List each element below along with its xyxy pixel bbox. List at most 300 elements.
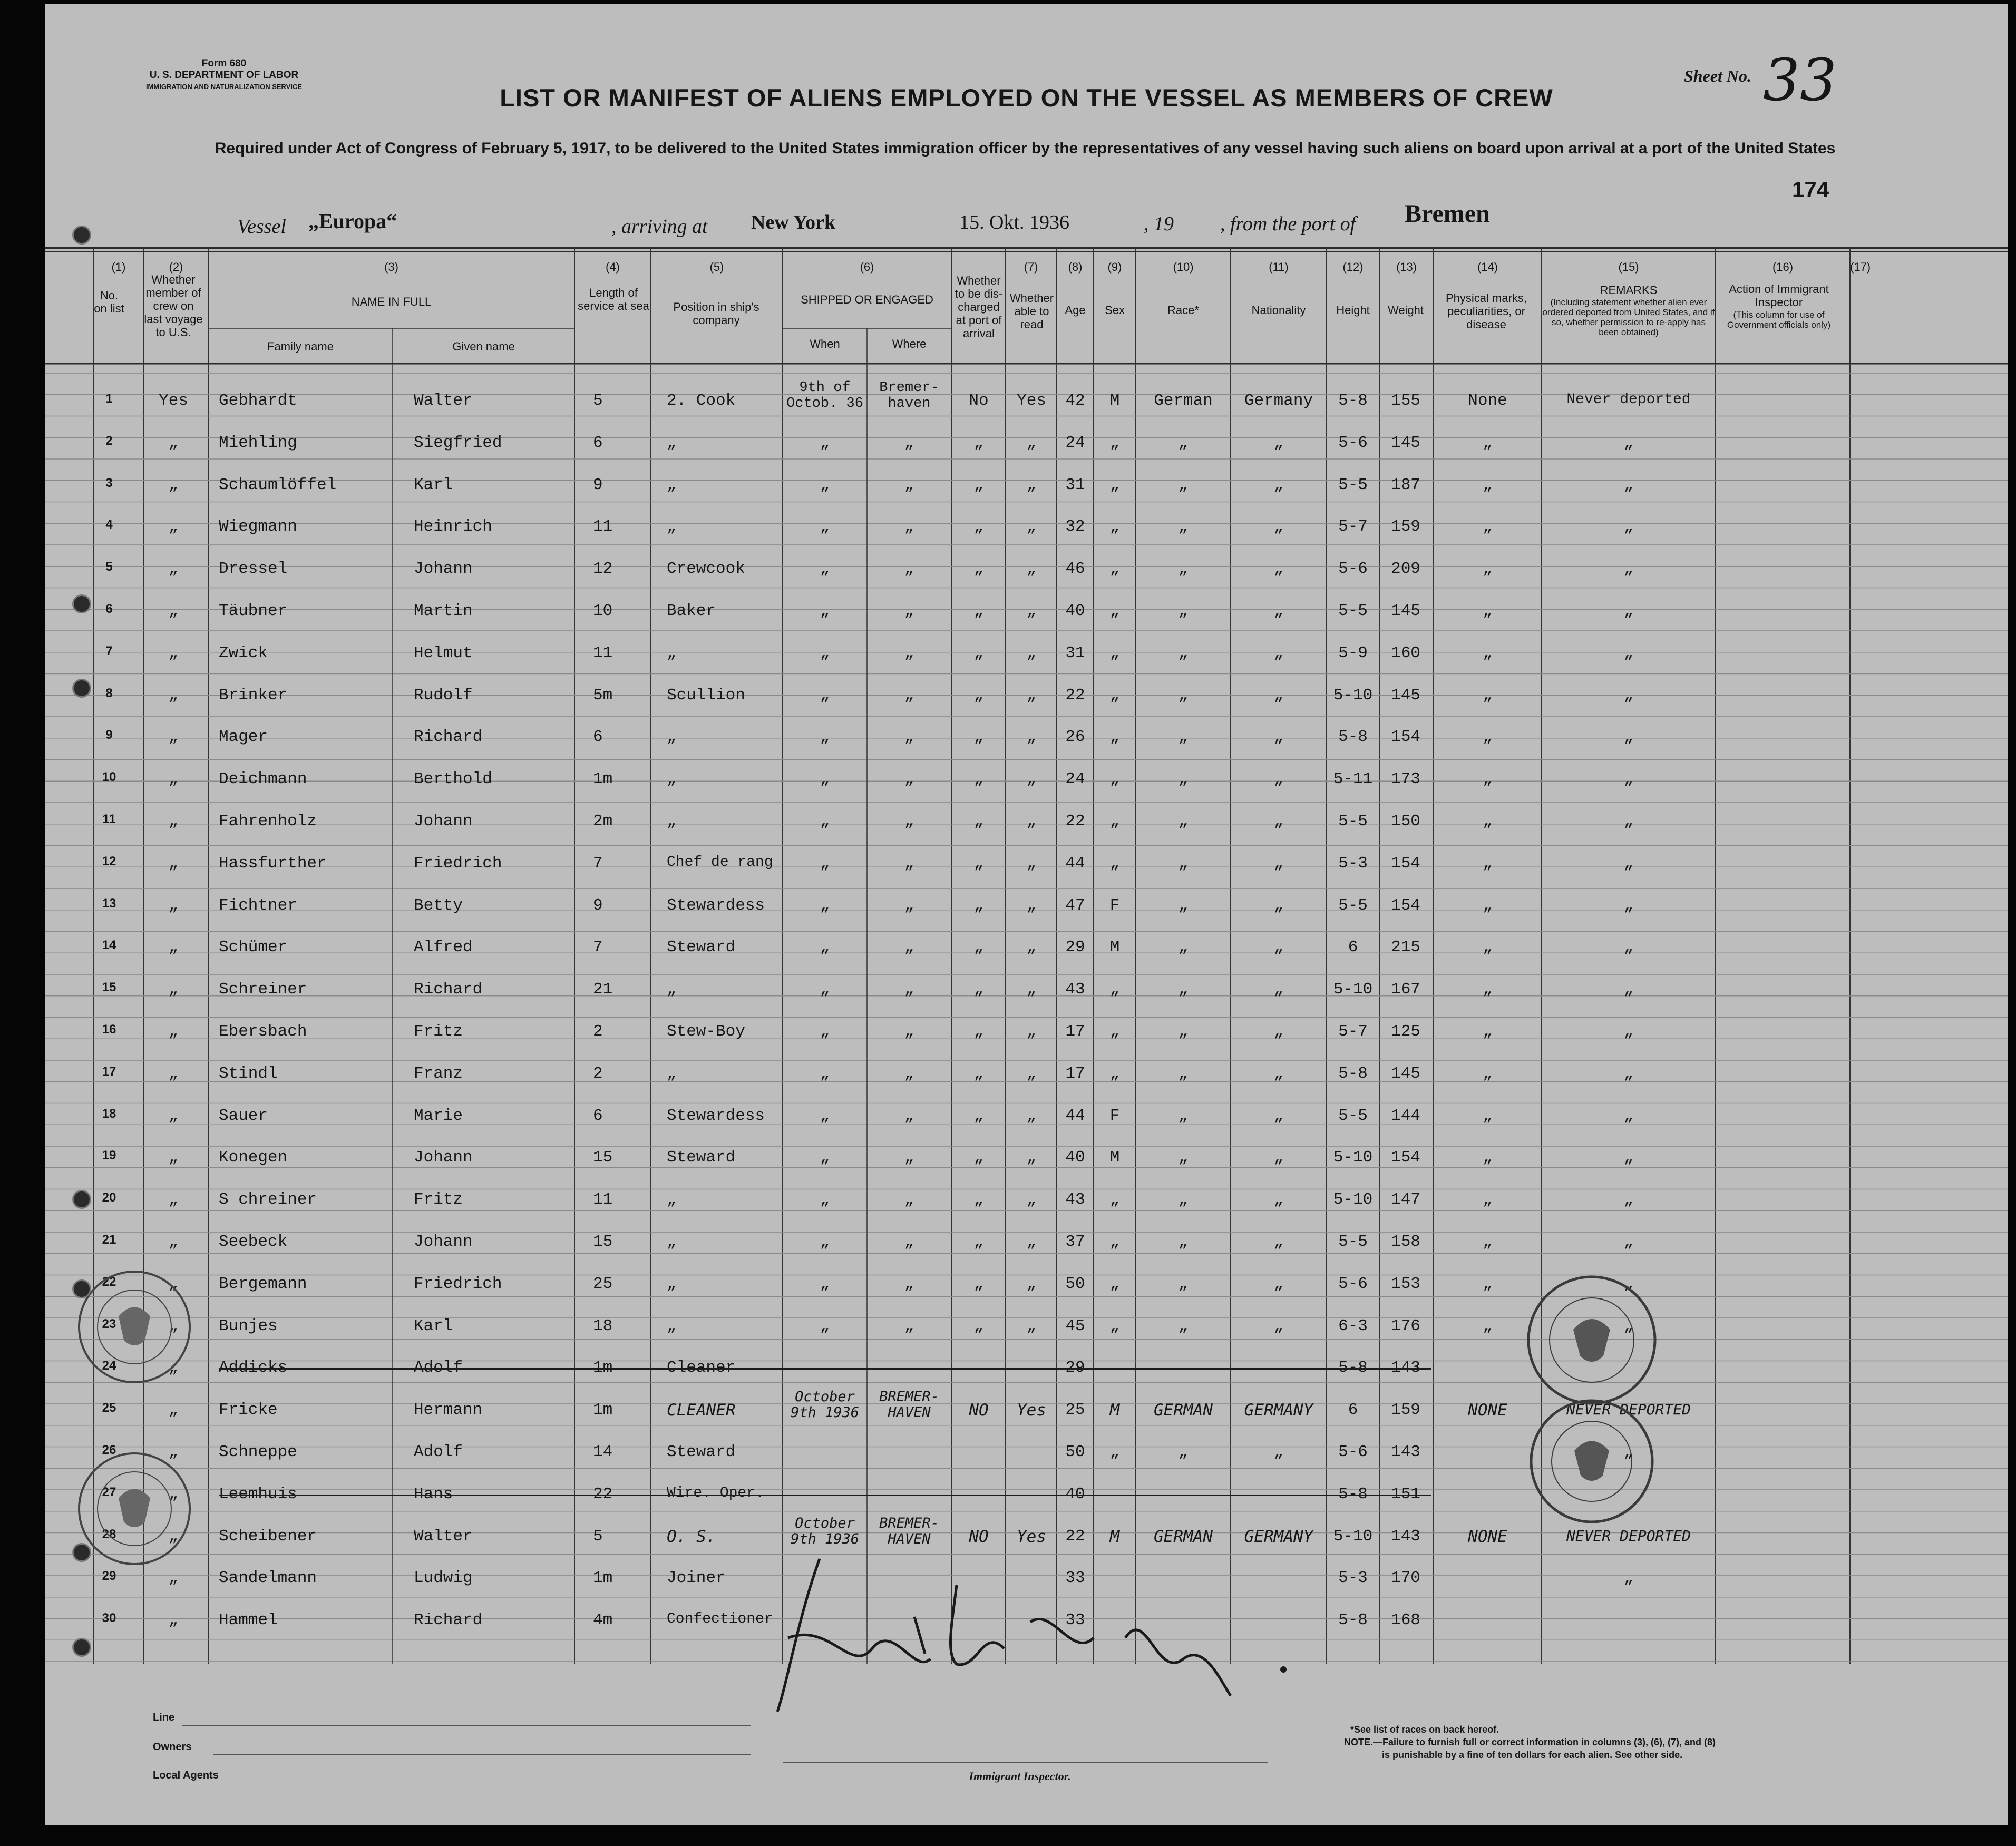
cell-weight: 209	[1391, 560, 1420, 579]
cell-no: 27	[102, 1484, 116, 1499]
cell-when: „	[820, 1274, 830, 1293]
cell-service: 15	[593, 1148, 613, 1167]
cell-nat: „	[1273, 1148, 1284, 1167]
footer-line: Line	[153, 1712, 175, 1723]
cell-sex: „	[1109, 433, 1120, 452]
footer-agents: Local Agents	[153, 1770, 219, 1781]
cell-position: Chef de rang	[667, 854, 773, 871]
cell-height: 5-9	[1338, 643, 1368, 662]
cell-read: „	[1026, 475, 1037, 494]
inspector-signature	[756, 1543, 1310, 1733]
cell-read: „	[1026, 433, 1037, 452]
cell-disch: „	[973, 728, 984, 747]
cell-nat: „	[1273, 812, 1284, 831]
cell-prev: „	[168, 896, 179, 915]
cell-remarks: „	[1623, 854, 1634, 873]
cell-marks: „	[1483, 560, 1493, 579]
cell-race: „	[1178, 602, 1189, 620]
cell-weight: 145	[1391, 1064, 1420, 1083]
cell-nat: „	[1273, 1233, 1284, 1251]
cell-race: „	[1178, 728, 1189, 747]
cell-sex: „	[1109, 602, 1120, 620]
consulate-stamp	[1523, 1272, 1660, 1409]
cell-race: „	[1178, 1233, 1189, 1251]
cell-marks: NONE	[1468, 1527, 1507, 1546]
cell-remarks: „	[1623, 1233, 1634, 1251]
cell-remarks: „	[1623, 517, 1634, 536]
consulate-stamp	[1526, 1395, 1658, 1527]
cell-age: 44	[1065, 1106, 1085, 1125]
cell-position: Crewcook	[667, 560, 745, 579]
cell-nat: „	[1273, 1106, 1284, 1125]
cell-family: Brinker	[219, 686, 288, 705]
cell-sex: „	[1109, 475, 1120, 494]
vessel-name: „Europa“	[308, 209, 397, 233]
cell-prev: „	[168, 938, 179, 957]
cell-service: 5m	[593, 686, 613, 705]
cell-height: 5-7	[1338, 517, 1368, 536]
cell-family: Sandelmann	[219, 1569, 317, 1588]
cell-height: 5-8	[1338, 1064, 1368, 1083]
cell-height: 5-8	[1338, 1484, 1368, 1503]
cell-given: Walter	[414, 392, 473, 410]
cell-age: 40	[1065, 1484, 1085, 1503]
cell-race: GERMAN	[1154, 1401, 1213, 1420]
cell-height: 5-5	[1338, 812, 1368, 831]
cell-where: „	[904, 812, 914, 831]
cell-sex: F	[1109, 896, 1120, 915]
cell-disch: „	[973, 1274, 984, 1293]
column-number: (11)	[1269, 260, 1289, 274]
cell-marks: „	[1483, 770, 1493, 789]
cell-weight: 143	[1391, 1527, 1420, 1546]
cell-when: „	[820, 1316, 830, 1335]
cell-position: „	[667, 1190, 677, 1209]
cell-race: „	[1178, 770, 1189, 789]
cell-height: 5-8	[1338, 728, 1368, 747]
cell-remarks: „	[1623, 812, 1634, 831]
cell-family: Dressel	[219, 560, 288, 579]
col7-header: Whether to be dis-charged at port of arrival	[955, 274, 1003, 340]
cell-given: Johann	[414, 812, 473, 831]
cell-given: Adolf	[414, 1359, 463, 1378]
cell-nat: „	[1273, 728, 1284, 747]
cell-height: 5-10	[1333, 686, 1373, 705]
cell-position: Steward	[667, 938, 736, 957]
cell-given: Hermann	[414, 1401, 483, 1420]
cell-when: „	[820, 433, 830, 452]
cell-position: Stewardess	[667, 1106, 765, 1125]
cell-given: Johann	[414, 560, 473, 579]
cell-given: Marie	[414, 1106, 463, 1125]
cell-marks: „	[1483, 812, 1493, 831]
cell-marks: „	[1483, 1106, 1493, 1125]
binding-hole	[72, 594, 91, 613]
cell-age: 40	[1065, 602, 1085, 620]
cell-given: Johann	[414, 1233, 473, 1251]
cell-given: Richard	[414, 980, 483, 999]
cell-given: Betty	[414, 896, 463, 915]
col17-subheader: (This column for use of Government officials only)	[1727, 310, 1831, 330]
cell-nat: „	[1273, 1190, 1284, 1209]
cell-family: Hassfurther	[219, 854, 327, 873]
cell-weight: 144	[1391, 1106, 1420, 1125]
cell-age: 29	[1065, 1359, 1085, 1378]
col6a-header: When	[810, 337, 840, 350]
cell-nat: „	[1273, 433, 1284, 452]
col1-header: No. on list	[94, 289, 124, 315]
cell-where: „	[904, 560, 914, 579]
cell-no: 6	[105, 602, 113, 616]
cell-read: „	[1026, 1064, 1037, 1083]
cell-disch: NO	[969, 1527, 989, 1546]
col10-header: Sex	[1105, 304, 1125, 317]
cell-position: „	[667, 517, 677, 536]
cell-marks: „	[1483, 475, 1493, 494]
cell-race: „	[1178, 812, 1189, 831]
cell-age: 50	[1065, 1443, 1085, 1461]
cell-when: „	[820, 1106, 830, 1125]
cell-weight: 155	[1391, 392, 1420, 410]
cell-no: 13	[102, 896, 116, 911]
cell-height: 5-10	[1333, 1527, 1373, 1546]
cell-position: Steward	[667, 1148, 736, 1167]
cell-family: Gebhardt	[219, 392, 297, 410]
cell-prev: „	[168, 643, 179, 662]
cell-height: 5-7	[1338, 1022, 1368, 1041]
cell-service: 15	[593, 1233, 613, 1251]
cell-given: Karl	[414, 1316, 453, 1335]
cell-position: „	[667, 728, 677, 747]
cell-family: Mager	[219, 728, 268, 747]
cell-sex: M	[1109, 1527, 1120, 1546]
manifest-sheet	[45, 4, 2008, 1825]
cell-age: 50	[1065, 1274, 1085, 1293]
cell-service: 10	[593, 602, 613, 620]
inspector-label: Immigrant Inspector.	[969, 1770, 1071, 1783]
column-number: (13)	[1396, 260, 1417, 274]
cell-race: „	[1178, 896, 1189, 915]
cell-age: 42	[1065, 392, 1085, 410]
cell-race: „	[1178, 1106, 1189, 1125]
cell-disch: „	[973, 1022, 984, 1041]
cell-weight: 125	[1391, 1022, 1420, 1041]
strike-through	[219, 1368, 1431, 1370]
cell-weight: 170	[1391, 1569, 1420, 1588]
cell-position: Wire. Oper.	[667, 1484, 764, 1501]
cell-given: Fritz	[414, 1190, 463, 1209]
cell-remarks: „	[1623, 1022, 1634, 1041]
cell-given: Ludwig	[414, 1569, 473, 1588]
cell-race: „	[1178, 854, 1189, 873]
cell-when: „	[820, 1064, 830, 1083]
cell-marks: „	[1483, 602, 1493, 620]
column-number: (16)	[1772, 260, 1794, 274]
cell-age: 26	[1065, 728, 1085, 747]
cell-weight: 145	[1391, 686, 1420, 705]
cell-age: 46	[1065, 560, 1085, 579]
cell-family: Miehling	[219, 433, 297, 452]
cell-disch: „	[973, 602, 984, 620]
cell-sex: F	[1109, 1106, 1120, 1125]
cell-family: Fricke	[219, 1401, 278, 1420]
cell-nat: GERMANY	[1244, 1401, 1313, 1420]
cell-prev: „	[168, 475, 179, 494]
cell-remarks: Never deported	[1566, 392, 1691, 408]
cell-read: „	[1026, 602, 1037, 620]
cell-no: 28	[102, 1527, 116, 1541]
binding-hole	[72, 1638, 91, 1657]
col11-header: Race*	[1167, 304, 1199, 317]
cell-remarks: „	[1623, 980, 1634, 999]
page-title: LIST OR MANIFEST OF ALIENS EMPLOYED ON THE VESSEL AS MEMBERS OF CREW	[500, 84, 1553, 112]
sheet-label: Sheet No.	[1684, 66, 1751, 85]
cell-sex: M	[1109, 1401, 1120, 1420]
cell-marks: „	[1483, 1274, 1493, 1293]
cell-read: „	[1026, 1106, 1037, 1125]
cell-age: 43	[1065, 1190, 1085, 1209]
cell-no: 4	[105, 517, 113, 532]
cell-remarks: „	[1623, 1190, 1634, 1209]
cell-service: 11	[593, 643, 613, 662]
cell-given: Adolf	[414, 1443, 463, 1461]
column-number: (9)	[1107, 260, 1122, 274]
cell-height: 5-5	[1338, 602, 1368, 620]
cell-prev: „	[168, 812, 179, 831]
column-number: (5)	[709, 260, 724, 274]
cell-family: S chreiner	[219, 1190, 317, 1209]
cell-family: Schneppe	[219, 1443, 297, 1461]
cell-when: 9th of Octob. 36	[786, 380, 863, 412]
cell-service: 6	[593, 433, 603, 452]
cell-nat: „	[1273, 1316, 1284, 1335]
cell-service: 9	[593, 896, 603, 915]
binding-hole	[72, 1543, 91, 1562]
cell-when: „	[820, 560, 830, 579]
cell-family: Deichmann	[219, 770, 307, 789]
cell-height: 5-8	[1338, 1611, 1368, 1630]
department: U. S. DEPARTMENT OF LABOR	[149, 70, 299, 81]
cell-disch: „	[973, 1148, 984, 1167]
cell-nat: „	[1273, 980, 1284, 999]
arrival-date: 15. Okt. 1936	[959, 211, 1069, 233]
cell-when: „	[820, 475, 830, 494]
cell-no: 12	[102, 854, 116, 868]
cell-no: 1	[105, 392, 113, 406]
footer-owners: Owners	[153, 1741, 192, 1753]
cell-weight: 159	[1391, 517, 1420, 536]
col12-header: Nationality	[1251, 304, 1306, 317]
cell-service: 1m	[593, 770, 613, 789]
cell-prev: „	[168, 433, 179, 452]
cell-height: 5-3	[1338, 1569, 1368, 1588]
cell-prev: „	[168, 1233, 179, 1251]
cell-service: 12	[593, 560, 613, 579]
cell-given: Franz	[414, 1064, 463, 1083]
cell-age: 43	[1065, 980, 1085, 999]
cell-no: 8	[105, 686, 113, 700]
cell-nat: „	[1273, 896, 1284, 915]
cell-remarks: „	[1623, 896, 1634, 915]
column-number: (2)	[169, 260, 183, 274]
col13-header: Height	[1336, 304, 1370, 317]
cell-family: Seebeck	[219, 1233, 288, 1251]
cell-prev: „	[168, 1611, 179, 1630]
cell-age: 17	[1065, 1064, 1085, 1083]
cell-where: „	[904, 896, 914, 915]
cell-read: Yes	[1017, 392, 1046, 410]
cell-service: 21	[593, 980, 613, 999]
cell-read: „	[1026, 728, 1037, 747]
cell-given: Johann	[414, 1148, 473, 1167]
cell-age: 31	[1065, 643, 1085, 662]
cell-no: 30	[102, 1611, 116, 1626]
cell-prev: „	[168, 980, 179, 999]
strike-through	[219, 1495, 1431, 1496]
cell-family: Leemhuis	[219, 1484, 297, 1503]
cell-height: 5-10	[1333, 1190, 1373, 1209]
cell-family: Täubner	[219, 602, 288, 620]
cell-position: O. S.	[667, 1527, 716, 1546]
cell-read: „	[1026, 686, 1037, 705]
cell-prev: „	[168, 728, 179, 747]
cell-sex: „	[1109, 1274, 1120, 1293]
cell-service: 4m	[593, 1611, 613, 1630]
cell-height: 6	[1348, 938, 1358, 957]
col15-header: Physical marks, peculiarities, or disease	[1445, 291, 1527, 331]
cell-position: „	[667, 475, 677, 494]
cell-service: 14	[593, 1443, 613, 1461]
cell-weight: 160	[1391, 643, 1420, 662]
arriving-label: , arriving at	[611, 216, 708, 238]
cell-service: 18	[593, 1316, 613, 1335]
cell-no: 5	[105, 560, 113, 574]
col9-header: Age	[1065, 304, 1086, 317]
cell-where: „	[904, 433, 914, 452]
cell-when: „	[820, 1022, 830, 1041]
col6-header: SHIPPED OR ENGAGED	[801, 293, 933, 306]
cell-position: Cleaner	[667, 1359, 736, 1378]
cell-position: Scullion	[667, 686, 745, 705]
cell-service: 2m	[593, 812, 613, 831]
cell-where: „	[904, 1233, 914, 1251]
cell-family: Ebersbach	[219, 1022, 307, 1041]
cell-where: „	[904, 938, 914, 957]
cell-weight: 168	[1391, 1611, 1420, 1630]
cell-where: „	[904, 1064, 914, 1083]
cell-disch: „	[973, 938, 984, 957]
cell-race: „	[1178, 1443, 1189, 1461]
cell-position: Confectioner	[667, 1611, 773, 1628]
cell-race: „	[1178, 980, 1189, 999]
cell-nat: „	[1273, 517, 1284, 536]
cell-weight: 215	[1391, 938, 1420, 957]
cell-race: „	[1178, 1022, 1189, 1041]
cell-weight: 167	[1391, 980, 1420, 999]
column-number: (4)	[606, 260, 620, 274]
cell-when: „	[820, 1233, 830, 1251]
cell-when: „	[820, 517, 830, 536]
cell-nat: „	[1273, 938, 1284, 957]
cell-race: „	[1178, 475, 1189, 494]
cell-given: Siegfried	[414, 433, 502, 452]
cell-prev: „	[168, 1569, 179, 1588]
cell-sex: „	[1109, 728, 1120, 747]
cell-no: 18	[102, 1106, 116, 1121]
cell-race: „	[1178, 1274, 1189, 1293]
cell-read: „	[1026, 643, 1037, 662]
column-number: (10)	[1173, 260, 1194, 274]
cell-position: Joiner	[667, 1569, 726, 1588]
column-number: (12)	[1342, 260, 1364, 274]
cell-no: 26	[102, 1443, 116, 1457]
cell-given: Richard	[414, 728, 483, 747]
cell-sex: „	[1109, 560, 1120, 579]
cell-age: 29	[1065, 938, 1085, 957]
cell-no: 17	[102, 1064, 116, 1079]
cell-no: 23	[102, 1316, 116, 1331]
cell-given: Helmut	[414, 643, 473, 662]
cell-marks: „	[1483, 854, 1493, 873]
cell-read: „	[1026, 1022, 1037, 1041]
cell-prev: „	[168, 854, 179, 873]
column-number: (7)	[1024, 260, 1038, 274]
cell-height: 5-6	[1338, 1443, 1368, 1461]
cell-prev: „	[168, 602, 179, 620]
cell-disch: „	[973, 1233, 984, 1251]
cell-disch: „	[973, 980, 984, 999]
cell-position: „	[667, 433, 677, 452]
cell-sex: „	[1109, 1443, 1120, 1461]
cell-age: 45	[1065, 1316, 1085, 1335]
cell-nat: „	[1273, 1274, 1284, 1293]
cell-no: 20	[102, 1190, 116, 1205]
cell-read: „	[1026, 980, 1037, 999]
cell-prev: „	[168, 1316, 179, 1335]
cell-where: „	[904, 1316, 914, 1335]
cell-given: Berthold	[414, 770, 492, 789]
cell-height: 5-6	[1338, 560, 1368, 579]
cell-race: „	[1178, 1190, 1189, 1209]
cell-family: Zwick	[219, 643, 268, 662]
cell-sex: „	[1109, 517, 1120, 536]
cell-prev: „	[168, 1064, 179, 1083]
footer-note	[1344, 1723, 1871, 1761]
cell-given: Karl	[414, 475, 453, 494]
cell-given: Heinrich	[414, 517, 492, 536]
cell-sex: „	[1109, 1064, 1120, 1083]
cell-nat: „	[1273, 770, 1284, 789]
cell-prev: „	[168, 1148, 179, 1167]
cell-given: Walter	[414, 1527, 473, 1546]
cell-service: 1m	[593, 1401, 613, 1420]
cell-service: 6	[593, 1106, 603, 1125]
cell-height: 5-5	[1338, 475, 1368, 494]
cell-read: „	[1026, 854, 1037, 873]
cell-read: „	[1026, 1148, 1037, 1167]
col2-header: Whether member of crew on last voyage to U.S.	[144, 273, 203, 339]
column-number: (15)	[1618, 260, 1639, 274]
cell-age: 17	[1065, 1022, 1085, 1041]
cell-marks: „	[1483, 1190, 1493, 1209]
cell-no: 16	[102, 1022, 116, 1037]
cell-height: 6-3	[1338, 1316, 1368, 1335]
cell-prev: „	[168, 517, 179, 536]
cell-nat: GERMANY	[1244, 1527, 1313, 1546]
cell-service: 7	[593, 854, 603, 873]
cell-family: Schreiner	[219, 980, 307, 999]
footer-rule	[182, 1725, 751, 1726]
